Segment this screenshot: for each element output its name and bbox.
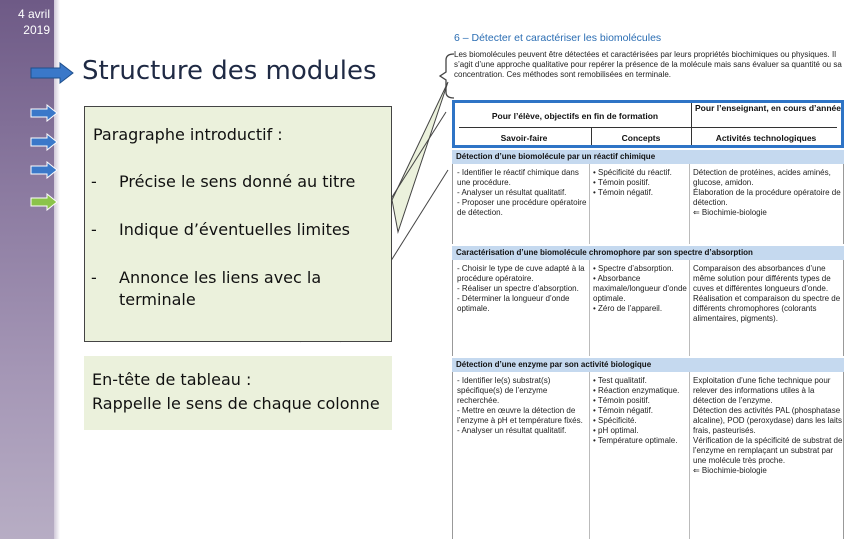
- document-heading: 6 – Détecter et caractériser les biomolécules: [454, 32, 662, 44]
- date-line-1: 4 avril: [17, 7, 50, 21]
- column-header: Concepts: [621, 133, 661, 143]
- section-body: [452, 164, 844, 244]
- callout-heading: Paragraphe introductif :: [93, 125, 283, 144]
- entete-text: Rappelle le sens de chaque colonne: [92, 394, 380, 413]
- section-title: Détection d’une enzyme par son activité biologique: [452, 358, 844, 372]
- bullet-text: Annonce les liens avec la terminale: [119, 268, 322, 309]
- header-left: Pour l’élève, objectifs en fin de formation: [491, 111, 659, 121]
- column-divider: [589, 260, 590, 356]
- bullet-dash: -: [91, 172, 97, 191]
- activites-cell: Détection de protéines, acides aminés, glucose, amidon. Élaboration de la procédure opératoire de détection. ⇐ Biochimie-biologie: [693, 168, 841, 217]
- header-divider: [459, 127, 837, 128]
- column-divider: [689, 260, 690, 356]
- column-header: Savoir-faire: [500, 133, 548, 143]
- activites-cell: Exploitation d’une fiche technique pour relever des informations utiles à la détection de l’enzyme. Détection des activités PAL (phosphatase alcaline), POD (peroxydase) dans les laits frais, pasteurisés. Vérification de la spécificité de substrat de l’enzyme en remplaçant un substrat par une molécule très proche. ⇐ Biochimie-biologie: [693, 376, 843, 475]
- date-line-2: 2019: [23, 23, 50, 37]
- savoir-faire-cell: - Identifier le réactif chimique dans une procédure. - Analyser un résultat qualitatif. - Proposer une procédure opératoire de détection.: [457, 168, 587, 217]
- concepts-cell: • Spécificité du réactif. • Témoin positif. • Témoin négatif.: [593, 168, 672, 197]
- table-header: [452, 100, 844, 148]
- savoir-faire-cell: - Identifier le(s) substrat(s) spécifique(s) de l’enzyme recherchée. - Mettre en œuvre la détection de l’enzyme à pH et température fixés. - Analyser un résultat qualitatif.: [457, 376, 583, 435]
- slide-title: Structure des modules: [82, 56, 377, 86]
- concepts-cell: • Test qualitatif. • Réaction enzymatique. • Témoin positif. • Témoin négatif. • Spécificité. • pH optimal. • Température optimale.: [593, 376, 680, 445]
- bullet-text: Indique d’éventuelles limites: [119, 220, 351, 239]
- section-body: [452, 372, 844, 539]
- section-title: Détection d’une biomolécule par un réactif chimique: [452, 150, 844, 164]
- column-divider: [689, 372, 690, 539]
- entete-heading: En-tête de tableau :: [92, 370, 252, 389]
- header-divider: [591, 127, 592, 145]
- column-divider: [589, 164, 590, 244]
- entete-box: [84, 356, 392, 430]
- column-header: Activités technologiques: [715, 133, 817, 143]
- callout-box: [84, 106, 392, 342]
- column-divider: [589, 372, 590, 539]
- section-title: Caractérisation d’une biomolécule chromophore par son spectre d’absorption: [452, 246, 844, 260]
- bullet-text: Précise le sens donné au titre: [119, 172, 356, 191]
- document-intro: Les biomolécules peuvent être détectées et caractérisées par leurs propriétés biochimiques ou physiques. Il s’agit d’une approche qualitative pour repérer la présence de la molécule mais sans évaluer sa quantité ou sa concentration. Ces méthodes sont remobilisées en terminale.: [454, 50, 842, 79]
- bullet-dash: -: [91, 220, 97, 239]
- header-divider: [691, 103, 692, 145]
- concepts-cell: • Spectre d’absorption. • Absorbance maximale/longueur d’onde optimale. • Zéro de l’appareil.: [593, 264, 687, 313]
- program-document: [452, 30, 847, 539]
- header-right: Pour l’enseignant, en cours d’année: [695, 103, 841, 113]
- column-divider: [689, 164, 690, 244]
- savoir-faire-cell: - Choisir le type de cuve adapté à la procédure opératoire. - Réaliser un spectre d’absorption. - Déterminer la longueur d’onde optimale.: [457, 264, 585, 313]
- section-body: [452, 260, 844, 356]
- activites-cell: Comparaison des absorbances d’une même solution pour différents types de cuves et différentes longueurs d’onde. Réalisation et comparaison du spectre de différents chromophores (colorants alimentaires, pigments).: [693, 264, 841, 323]
- bullet-dash: -: [91, 268, 97, 287]
